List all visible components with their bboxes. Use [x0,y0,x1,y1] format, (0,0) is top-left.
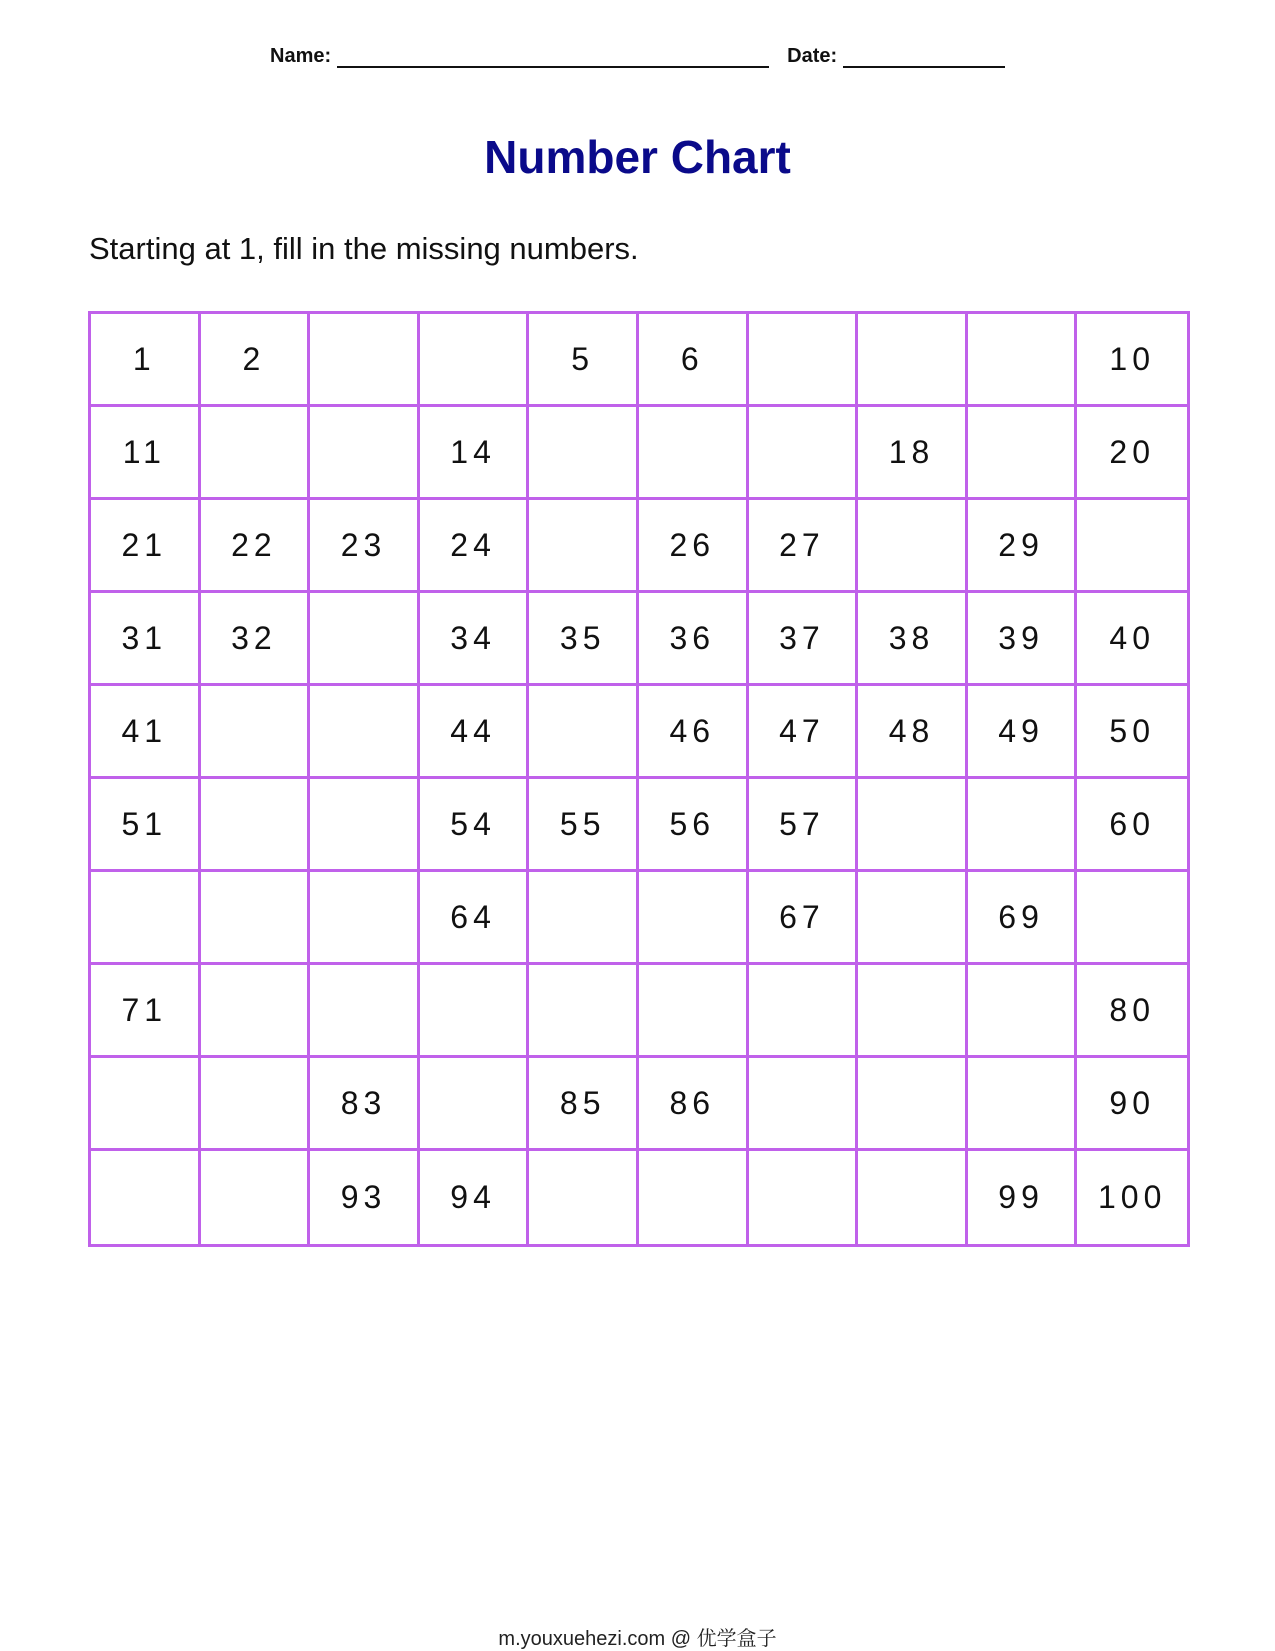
grid-cell-blank[interactable] [201,779,311,872]
grid-cell-blank[interactable] [310,686,420,779]
grid-cell-blank[interactable] [858,314,968,407]
grid-cell-blank[interactable] [968,314,1078,407]
grid-cell: 27 [749,500,859,593]
grid-cell-blank[interactable] [529,407,639,500]
grid-cell: 57 [749,779,859,872]
grid-cell: 34 [420,593,530,686]
grid-cell-blank[interactable] [201,1058,311,1151]
grid-cell: 39 [968,593,1078,686]
grid-cell: 24 [420,500,530,593]
grid-cell-blank[interactable] [420,1058,530,1151]
grid-cell: 37 [749,593,859,686]
grid-cell-blank[interactable] [968,965,1078,1058]
grid-cell: 10 [1077,314,1187,407]
grid-cell-blank[interactable] [1077,500,1187,593]
grid-cell-blank[interactable] [201,407,311,500]
grid-cell-blank[interactable] [310,965,420,1058]
grid-cell: 71 [91,965,201,1058]
grid-cell: 31 [91,593,201,686]
grid-cell: 1 [91,314,201,407]
name-date-header [270,44,1005,68]
grid-cell: 99 [968,1151,1078,1244]
grid-cell-blank[interactable] [91,872,201,965]
grid-cell-blank[interactable] [310,593,420,686]
grid-cell-blank[interactable] [968,1058,1078,1151]
grid-cell: 35 [529,593,639,686]
grid-cell: 69 [968,872,1078,965]
grid-cell: 50 [1077,686,1187,779]
grid-cell: 93 [310,1151,420,1244]
grid-cell-blank[interactable] [858,1151,968,1244]
grid-cell: 32 [201,593,311,686]
grid-cell: 60 [1077,779,1187,872]
grid-cell: 2 [201,314,311,407]
grid-cell: 94 [420,1151,530,1244]
grid-cell: 21 [91,500,201,593]
grid-cell-blank[interactable] [529,686,639,779]
grid-cell: 80 [1077,965,1187,1058]
grid-cell-blank[interactable] [529,500,639,593]
grid-cell-blank[interactable] [529,872,639,965]
grid-cell-blank[interactable] [749,1151,859,1244]
grid-cell-blank[interactable] [201,872,311,965]
grid-cell-blank[interactable] [91,1151,201,1244]
grid-cell-blank[interactable] [749,965,859,1058]
grid-cell: 100 [1097,1179,1167,1215]
grid-cell-blank[interactable] [639,407,749,500]
grid-cell: 54 [420,779,530,872]
grid-cell: 22 [201,500,311,593]
grid-cell-blank[interactable] [639,965,749,1058]
grid-cell: 48 [858,686,968,779]
page-title: Number Chart [484,131,791,183]
grid-cell-blank[interactable] [529,965,639,1058]
grid-cell-blank[interactable] [858,872,968,965]
grid-cell: 23 [310,500,420,593]
grid-cell: 14 [420,407,530,500]
grid-cell: 20 [1077,407,1187,500]
grid-cell: 11 [91,407,201,500]
grid-cell-blank[interactable] [310,779,420,872]
date-label: Date: [787,45,838,67]
grid-cell: 51 [91,779,201,872]
grid-cell-blank[interactable] [749,407,859,500]
date-field[interactable] [843,44,1005,68]
grid-cell-blank[interactable] [858,500,968,593]
grid-cell-blank[interactable] [420,965,530,1058]
name-label: Name: [270,45,332,67]
grid-cell: 26 [639,500,749,593]
grid-cell: 90 [1077,1058,1187,1151]
grid-cell-blank[interactable] [201,965,311,1058]
grid-cell: 67 [749,872,859,965]
grid-cell: 44 [420,686,530,779]
grid-cell-blank[interactable] [91,1058,201,1151]
grid-cell: 46 [639,686,749,779]
grid-cell: 55 [529,779,639,872]
grid-cell: 83 [310,1058,420,1151]
grid-cell-blank[interactable] [749,314,859,407]
grid-cell-blank[interactable] [968,779,1078,872]
grid-cell: 56 [639,779,749,872]
grid-cell-blank[interactable] [201,686,311,779]
grid-cell: 38 [858,593,968,686]
grid-cell-blank[interactable] [1077,872,1187,965]
grid-cell: 18 [858,407,968,500]
grid-cell-blank[interactable] [968,407,1078,500]
grid-cell-blank[interactable] [310,407,420,500]
grid-cell: 64 [420,872,530,965]
grid-cell-blank[interactable] [639,1151,749,1244]
grid-cell: 85 [529,1058,639,1151]
grid-cell: 86 [639,1058,749,1151]
grid-cell-blank[interactable] [310,872,420,965]
grid-cell-blank[interactable] [858,779,968,872]
grid-cell-blank[interactable] [310,314,420,407]
grid-cell: 41 [91,686,201,779]
grid-cell: 49 [968,686,1078,779]
grid-cell: 36 [639,593,749,686]
grid-cell: 29 [968,500,1078,593]
grid-cell: 40 [1077,593,1187,686]
grid-cell-blank[interactable] [420,314,530,407]
number-grid [88,311,1190,1247]
instructions: Starting at 1, fill in the missing numbers. [89,231,639,266]
grid-cell-blank[interactable] [529,1151,639,1244]
footer-watermark: m.youxuehezi.com @ 优学盒子 [498,1628,777,1650]
grid-cell-blank[interactable] [201,1151,311,1244]
grid-cell-blank[interactable] [749,1058,859,1151]
grid-cell: 47 [749,686,859,779]
grid-cell-blank[interactable] [858,965,968,1058]
grid-cell-blank[interactable] [639,872,749,965]
name-field[interactable] [337,44,769,68]
grid-cell-blank[interactable] [858,1058,968,1151]
grid-cell: 5 [529,314,639,407]
grid-cell: 6 [639,314,749,407]
